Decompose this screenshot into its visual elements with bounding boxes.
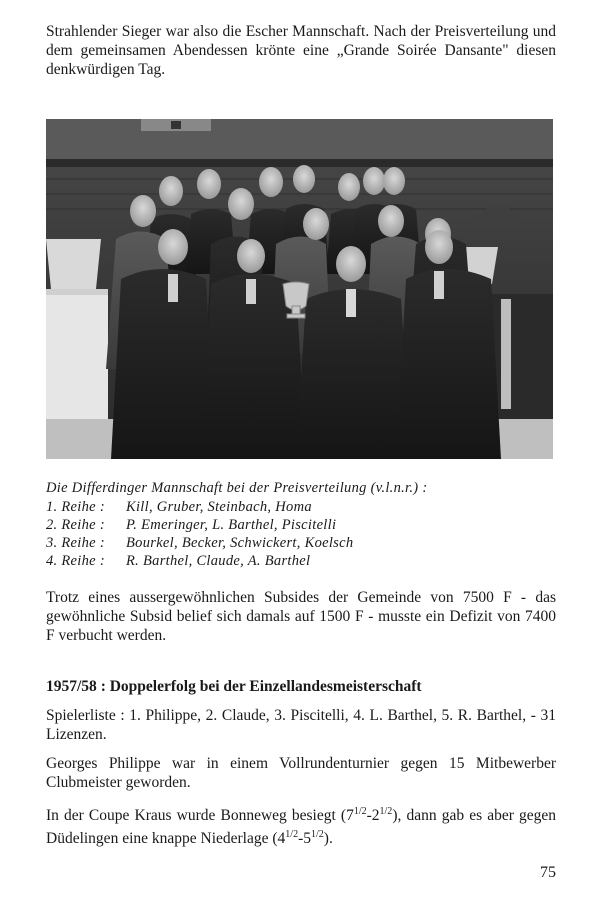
- coupe-text-4: -5: [298, 830, 311, 848]
- section-title: Doppelerfolg bei der Einzellandesmeisterschaft: [109, 678, 422, 695]
- score-fraction: 1/2: [285, 829, 299, 841]
- caption-row-2: [46, 516, 556, 534]
- coupe-text-3: ), dann gab es aber gegen Düdelingen eine knappe Niederlage (4: [46, 807, 557, 848]
- score-fraction: 1/2: [353, 806, 367, 817]
- coupe-text-1: In der Coupe Kraus wurde Bonneweg besiegt (7: [46, 807, 354, 825]
- team-photo-drawing: [46, 119, 553, 459]
- coupe-paragraph: [46, 802, 556, 848]
- coupe-text-5: ).: [323, 830, 333, 848]
- philippe-paragraph: Georges Philippe war in einem Vollrundenturnier gegen 15 Mitbewerber Clubmeister geworden.: [46, 755, 556, 791]
- score-fraction: 1/2: [379, 806, 393, 817]
- page-number: 75: [540, 864, 556, 881]
- coupe-text-2: -2: [366, 807, 380, 825]
- caption-row-label: 1. Reihe :: [46, 499, 105, 515]
- caption-row-4: [46, 552, 556, 570]
- caption-row-names: P. Emeringer, L. Barthel, Piscitelli: [126, 517, 337, 533]
- photo-caption: [46, 479, 556, 570]
- caption-row-label: 3. Reihe :: [46, 535, 105, 551]
- caption-row-label: 2. Reihe :: [46, 517, 105, 533]
- caption-row-1: [46, 498, 556, 516]
- caption-row-names: Bourkel, Becker, Schwickert, Koelsch: [126, 535, 354, 551]
- intro-paragraph: Strahlender Sieger war also die Escher Mannschaft. Nach der Preisverteilung und dem gemeinsamen Abendessen krönte eine „Grande Soirée Dansante" diesen denkwürdigen Tag.: [46, 23, 556, 78]
- caption-row-names: Kill, Gruber, Steinbach, Homa: [126, 499, 312, 515]
- section-heading: [46, 677, 556, 696]
- deficit-paragraph: Trotz eines aussergewöhnlichen Subsides der Gemeinde von 7500 F - das gewöhnliche Subsid belief sich damals auf 1500 F - musste ein Defizit von 7400 F verbucht werden.: [46, 589, 556, 644]
- page-content: [46, 22, 556, 848]
- caption-row-3: [46, 534, 556, 552]
- section-separator: :: [100, 678, 106, 695]
- spielerliste-paragraph: Spielerliste : 1. Philippe, 2. Claude, 3. Piscitelli, 4. L. Barthel, 5. R. Barthel, - 31 Lizenzen.: [46, 707, 556, 743]
- caption-row-label: 4. Reihe :: [46, 553, 105, 569]
- caption-row-names: R. Barthel, Claude, A. Barthel: [126, 553, 311, 569]
- team-photo: [46, 119, 553, 459]
- caption-title: Die Differdinger Mannschaft bei der Preisverteilung (v.l.n.r.) :: [46, 480, 428, 496]
- section-season: 1957/58: [46, 678, 97, 695]
- score-fraction: 1/2: [311, 829, 324, 841]
